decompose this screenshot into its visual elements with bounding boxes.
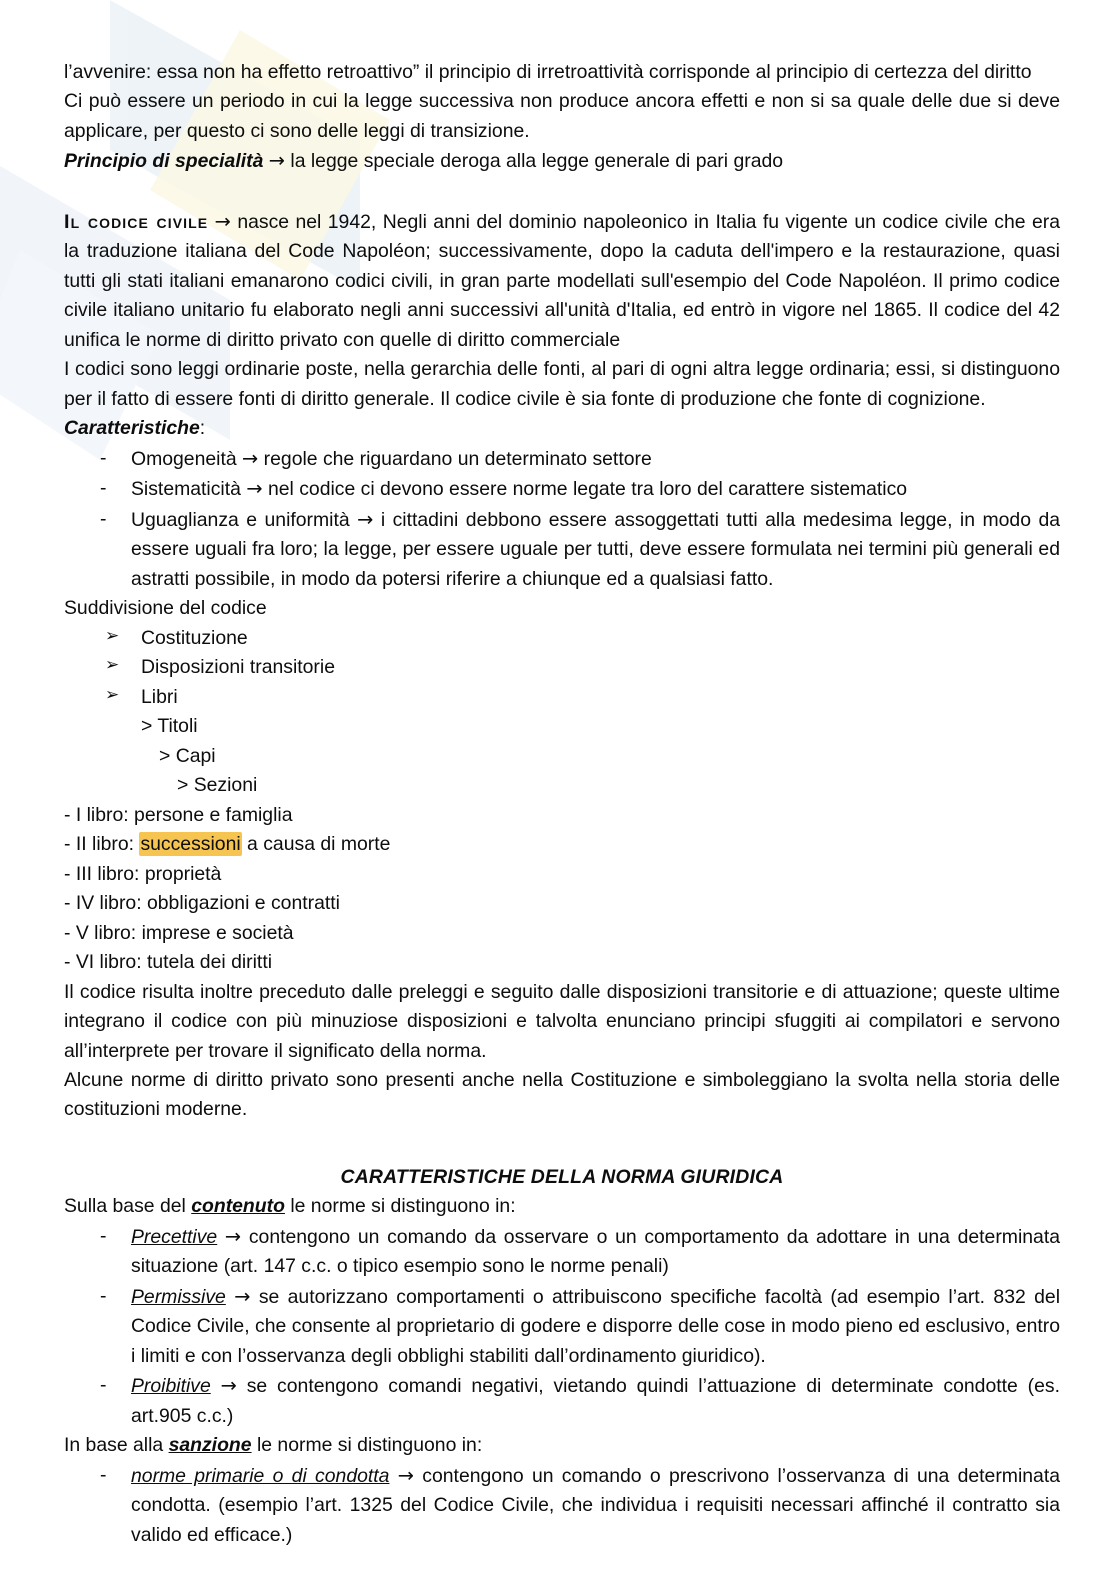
arrow-icon: → [224, 1224, 242, 1248]
list-item-text: regole che riguardano un determinato settore [258, 447, 652, 470]
dash-marker: - [100, 1374, 107, 1397]
list-item-term: Uguaglianza e uniformità [131, 508, 350, 531]
caratteristiche-list [64, 444, 1060, 594]
libro-suffix: imprese e società [141, 921, 294, 944]
sanzione-list [64, 1461, 1060, 1550]
dash-marker: - [100, 507, 107, 530]
dash-marker: - [100, 1284, 107, 1307]
list-item-label: Costituzione [141, 626, 248, 649]
dash-marker: - [100, 477, 107, 500]
libro-row [64, 919, 1060, 948]
dash-marker: - [100, 1463, 107, 1486]
paragraph-intro-1: l’avvenire: essa non ha effetto retroattivo” il principio di irretroattività corrisponde al principio di certezza del diritto [64, 61, 1032, 83]
paragraph-intro-2: Ci può essere un periodo in cui la legge successiva non produce ancora effetti e non si sa quale delle due si deve applicare, per questo ci sono delle leggi di transizione. [64, 90, 1060, 142]
codice-civile-heading: Il codice civile [64, 210, 209, 233]
arrow-icon: → [246, 477, 263, 501]
list-item [64, 444, 1060, 474]
section-heading-norma-giuridica: CARATTERISTICHE DELLA NORMA GIURIDICA [340, 1165, 784, 1188]
libro-suffix: tutela dei diritti [146, 951, 273, 974]
contenuto-label: contenuto [191, 1195, 285, 1218]
principio-specialita-text: la legge speciale deroga alla legge generale di pari grado [285, 150, 784, 173]
list-item-text: i cittadini debbono essere assoggettati tutti alla medesima legge, in modo da essere uguali fra loro; la legge, per essere uguale per tutti, deve essere formulata nei termini più generali ed astratti possibile, in modo da potersi riferire a chiunque ed a qualsiasi fatto. [131, 508, 1061, 590]
suddivisione-title: Suddivisione del codice [64, 597, 267, 620]
list-item-term: Sistematicità [131, 478, 241, 501]
paragraph-chiusura-1: Il codice risulta inoltre preceduto dalle preleggi e seguito dalle disposizioni transitorie e di attuazione; queste ultime integrano il codice con più minuziose disposizioni e talvolta enunciano principi sfuggiti ai compilatori e servono all’interprete per trovare il significato della norma. [64, 980, 1060, 1062]
caratteristiche-label: Caratteristiche [64, 417, 200, 440]
list-item [64, 683, 1060, 712]
libro-suffix: proprietà [144, 862, 222, 885]
arrow-icon: → [242, 446, 259, 470]
contenuto-list [64, 1222, 1060, 1431]
principio-specialita-label: Principio di specialità [64, 150, 264, 173]
libro-prefix: - I libro: [64, 803, 135, 826]
paragraph-codici-ordinarie: I codici sono leggi ordinarie poste, nella gerarchia delle fonti, al pari di ogni altra legge ordinaria; essi, si distinguono per il fatto di essere fonti di diritto generale. Il codice civile è sia fonte di produzione che fonte di cognizione. [64, 358, 1060, 410]
document-body [64, 58, 1060, 1550]
list-item-text: se autorizzano comportamenti o attribuiscono specifiche facoltà (ad esempio l’art. 832 del Codice Civile, che consente al proprietario di godere e disporre delle cose in modo pieno ed esclusivo, entro i limiti e con l’osservanza degli obblighi stabiliti dall’ordinamento giuridico). [131, 1285, 1061, 1367]
svg-text:​: ​ [26, 362, 88, 441]
libro-row [64, 889, 1060, 918]
sanzione-label: sanzione [168, 1434, 252, 1457]
highlighted-text: successioni [140, 833, 241, 856]
list-item-text: contengono un comando da osservare o un comportamento da adottare in una determinata situazione (art. 147 c.c. o tipico esempio sono le norme penali) [131, 1225, 1060, 1278]
caratteristiche-label-line [64, 414, 1060, 443]
list-item [64, 505, 1060, 594]
list-item-term: Omogeneità [131, 447, 237, 470]
nested-item-capi: > Capi [159, 744, 216, 767]
list-item-text: nel codice ci devono essere norme legate tra loro del carattere sistematico [262, 478, 908, 501]
paragraph-codice-civile [64, 207, 1060, 355]
libro-row [64, 948, 1060, 977]
codice-civile-body: nasce nel 1942, Negli anni del dominio napoleonico in Italia fu vigente un codice civile che era la traduzione italiana del Code Napoléon; successivamente, dopo la caduta dell'impero e la restaurazione, quasi tutti gli stati italiani emanarono codici civili, in gran parte modellati sull'esempio del Code Napoléon. Il primo codice civile italiano unitario fu elaborato negli anni successivi all'unità d'Italia, ed entrò in vigore nel 1865. Il codice del 42 unifica le norme di diritto privato con quelle di diritto commerciale [64, 210, 1060, 351]
sanzione-intro-line [64, 1431, 1060, 1460]
list-item-term: Precettive [131, 1225, 218, 1248]
caratteristiche-colon: : [199, 417, 206, 440]
list-item [64, 653, 1060, 682]
dash-marker: - [100, 446, 107, 469]
sanzione-intro-a: In base alla [64, 1434, 169, 1457]
contenuto-intro-a: Sulla base del [64, 1195, 192, 1218]
libro-row [64, 801, 1060, 830]
list-item [64, 624, 1060, 653]
paragraph-chiusura-2: Alcune norme di diritto privato sono presenti anche nella Costituzione e simboleggiano la svolta nella storia delle costituzioni moderne. [64, 1068, 1060, 1121]
list-item [64, 474, 1060, 504]
list-item [64, 1282, 1060, 1371]
list-item [64, 1461, 1060, 1550]
libro-prefix: - II libro: [64, 833, 140, 856]
nested-item-titoli: > Titoli [141, 715, 198, 738]
nested-item-sezioni: > Sezioni [177, 774, 258, 797]
libro-prefix: - V libro: [64, 921, 142, 944]
arrow-icon: → [268, 149, 285, 173]
arrow-bullet-icon: ➢ [105, 684, 120, 705]
arrow-bullet-icon: ➢ [105, 655, 120, 676]
list-item [64, 1371, 1060, 1431]
arrow-icon: → [214, 209, 231, 233]
libro-row [64, 860, 1060, 889]
libro-suffix: obbligazioni e contratti [146, 892, 340, 915]
libro-prefix: - III libro: [64, 862, 145, 885]
list-item [64, 1222, 1060, 1282]
libro-suffix: a causa di morte [241, 833, 391, 856]
list-item-term: Permissive [131, 1285, 226, 1308]
libro-suffix: persone e famiglia [134, 803, 293, 826]
list-item-term: norme primarie o di condotta [131, 1464, 390, 1487]
arrow-bullet-icon: ➢ [105, 625, 120, 646]
libro-row [64, 830, 1060, 859]
list-item-label: Libri [141, 685, 178, 708]
list-item-term: Proibitive [131, 1375, 211, 1398]
contenuto-intro-line [64, 1192, 1060, 1221]
paragraph-principio-specialita [64, 146, 1060, 176]
list-item-text: contengono un comando o prescrivono l’osservanza di una determinata condotta. (esempio l’art. 1325 del Codice Civile, che individua i requisiti necessari affinché il contratto sia valido ed efficace.) [131, 1464, 1060, 1546]
arrow-icon: → [220, 1374, 237, 1398]
libro-prefix: - VI libro: [64, 951, 147, 974]
arrow-icon: → [397, 1463, 414, 1487]
list-item-text: se contengono comandi negativi, vietando quindi l’attuazione di determinate condotte (es. art.905 c.c.) [131, 1375, 1060, 1427]
sanzione-intro-b: le norme si distinguono in: [251, 1434, 483, 1457]
dash-marker: - [100, 1224, 107, 1247]
libro-prefix: - IV libro: [64, 892, 147, 915]
suddivisione-list [64, 624, 1060, 712]
arrow-icon: → [234, 1284, 251, 1308]
list-item-label: Disposizioni transitorie [141, 656, 335, 679]
arrow-icon: → [357, 507, 374, 531]
contenuto-intro-b: le norme si distinguono in: [284, 1195, 516, 1218]
